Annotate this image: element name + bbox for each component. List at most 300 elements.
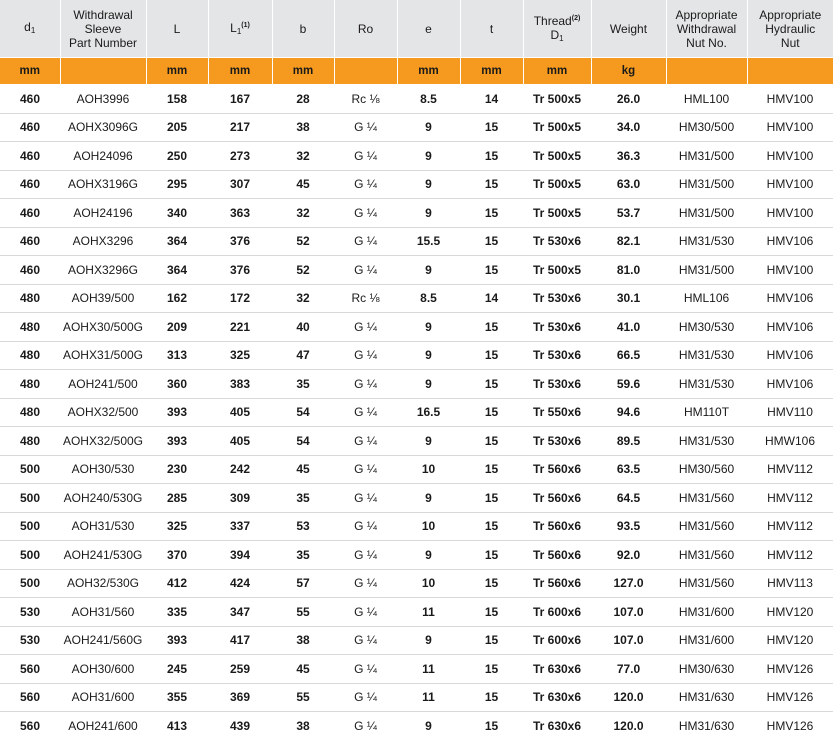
cell-b: 55 — [272, 683, 334, 712]
cell-part-number: AOH32/530G — [60, 569, 146, 598]
unit-cell: mm — [460, 58, 523, 85]
table-row — [0, 142, 833, 171]
cell-b: 32 — [272, 199, 334, 228]
cell-part-number: AOHX31/500G — [60, 341, 146, 370]
cell-hydraulic-nut: HMV100 — [747, 142, 833, 171]
cell-part-number: AOHX3096G — [60, 113, 146, 142]
cell-thread: Tr 530x6 — [523, 427, 591, 456]
table-row — [0, 227, 833, 256]
cell-ro: G ¼ — [334, 569, 397, 598]
cell-b: 57 — [272, 569, 334, 598]
cell-d1: 560 — [19, 718, 41, 733]
cell-b: 45 — [272, 455, 334, 484]
cell-e: 10 — [397, 512, 460, 541]
header-thread: Thread$^{(2)}$ $D_1$ — [523, 0, 591, 58]
cell-part-number: AOH240/530G — [60, 484, 146, 513]
cell-b: 47 — [272, 341, 334, 370]
cell-hydraulic-nut: HMV126 — [766, 718, 814, 733]
cell-t: 15 — [460, 313, 523, 342]
cell-t: 15 — [460, 655, 523, 684]
cell-ro: G ¼ — [334, 427, 397, 456]
cell-L1: 417 — [208, 626, 272, 655]
cell-d1: 500 — [0, 455, 60, 484]
cell-L1: 242 — [208, 455, 272, 484]
cell-e: 9 — [397, 256, 460, 285]
table-row — [0, 655, 833, 684]
cell-hydraulic-nut: HMV112 — [747, 455, 833, 484]
cell-e: 9 — [397, 170, 460, 199]
cell-e: 11 — [397, 683, 460, 712]
cell-d1: 480 — [0, 398, 60, 427]
cell-t: 15 — [460, 455, 523, 484]
header-L1: $L_1^{(1)}$ — [208, 0, 272, 58]
cell-e: 9 — [397, 313, 460, 342]
cell-d1: 460 — [0, 199, 60, 228]
header-weight: Weight — [591, 0, 666, 58]
cell-L1: 273 — [208, 142, 272, 171]
cell-L: 245 — [146, 655, 208, 684]
cell-ro: G ¼ — [334, 313, 397, 342]
cell-e: 9 — [397, 199, 460, 228]
cell-ro: G ¼ — [334, 256, 397, 285]
cell-part-number: AOH31/560 — [60, 598, 146, 627]
cell-hydraulic-nut: HMV112 — [747, 541, 833, 570]
cell-hydraulic-nut: HMV120 — [747, 626, 833, 655]
cell-hydraulic-nut: HMV100 — [747, 85, 833, 114]
cell-b: 54 — [272, 398, 334, 427]
cell-hydraulic-nut: HMV126 — [747, 683, 833, 712]
header-t: t — [460, 0, 523, 58]
cell-hydraulic-nut: HMV100 — [747, 199, 833, 228]
cell-hydraulic-nut: HMV100 — [747, 170, 833, 199]
cell-thread: Tr 500x5 — [523, 256, 591, 285]
cell-weight: 26.0 — [591, 85, 666, 114]
cell-d1: 560 — [0, 683, 60, 712]
cell-b: 28 — [272, 85, 334, 114]
cell-L: 364 — [146, 227, 208, 256]
cell-L1: 259 — [208, 655, 272, 684]
cell-thread: Tr 560x6 — [523, 512, 591, 541]
cell-L1: 369 — [208, 683, 272, 712]
cell-part-number: AOHX32/500 — [60, 398, 146, 427]
cell-weight: 66.5 — [591, 341, 666, 370]
cell-L: 205 — [146, 113, 208, 142]
header-ro: Ro — [334, 0, 397, 58]
cell-weight: 30.1 — [591, 284, 666, 313]
cell-e: 11 — [397, 655, 460, 684]
cell-d1: 460 — [0, 170, 60, 199]
cell-weight: 81.0 — [591, 256, 666, 285]
header-e: e — [397, 0, 460, 58]
cell-L: 355 — [146, 683, 208, 712]
cell-d1: 560 — [0, 655, 60, 684]
table-row — [0, 313, 833, 342]
cell-weight: 120.0 — [591, 683, 666, 712]
unit-cell: mm — [146, 58, 208, 85]
cell-part-number: AOH39/500 — [60, 284, 146, 313]
cell-withdrawal-nut: HM31/530 — [666, 341, 747, 370]
cell-thread: Tr 630x6 — [523, 655, 591, 684]
unit-cell — [334, 58, 397, 85]
cell-part-number: AOH30/530 — [60, 455, 146, 484]
unit-cell: mm — [523, 58, 591, 85]
cell-L1: 376 — [208, 256, 272, 285]
cell-hydraulic-nut: HMV126 — [747, 655, 833, 684]
cell-e: 10 — [397, 455, 460, 484]
cell-d1: 480 — [0, 284, 60, 313]
cell-L1: 394 — [208, 541, 272, 570]
cell-b: 53 — [272, 512, 334, 541]
cell-ro: G ¼ — [334, 142, 397, 171]
cell-ro: G ¼ — [334, 626, 397, 655]
cell-thread: Tr 560x6 — [523, 484, 591, 513]
header-row — [0, 0, 833, 58]
cell-e: 9 — [397, 370, 460, 399]
cell-d1: 480 — [0, 341, 60, 370]
cell-thread: Tr 530x6 — [523, 227, 591, 256]
cell-part-number: AOHX3196G — [60, 170, 146, 199]
cell-hydraulic-nut: HMV106 — [747, 313, 833, 342]
table-row — [0, 85, 833, 114]
cell-e: 9 — [397, 484, 460, 513]
cell-thread: Tr 500x5 — [523, 170, 591, 199]
table-row — [0, 598, 833, 627]
cell-hydraulic-nut: HMV112 — [747, 484, 833, 513]
cell-withdrawal-nut: HM31/500 — [666, 199, 747, 228]
cell-b: 32 — [272, 142, 334, 171]
cell-ro: G ¼ — [334, 484, 397, 513]
unit-cell: kg — [591, 58, 666, 85]
cell-ro: G ¼ — [334, 683, 397, 712]
unit-cell — [666, 58, 747, 85]
cell-hydraulic-nut: HMV100 — [747, 113, 833, 142]
cell-L1: 363 — [208, 199, 272, 228]
cell-part-number: AOH3996 — [60, 85, 146, 114]
cell-part-number: AOHX3296G — [60, 256, 146, 285]
header-hydraulic-nut: Appropriate Hydraulic Nut — [747, 0, 833, 58]
cell-weight: 82.1 — [591, 227, 666, 256]
cell-hydraulic-nut: HMV106 — [747, 284, 833, 313]
cell-withdrawal-nut: HM31/500 — [666, 256, 747, 285]
cell-L1: 221 — [208, 313, 272, 342]
cell-thread: Tr 560x6 — [523, 569, 591, 598]
cell-e: 16.5 — [397, 398, 460, 427]
cell-L1: 383 — [208, 370, 272, 399]
cell-d1: 460 — [0, 142, 60, 171]
cell-withdrawal-nut: HM31/560 — [666, 484, 747, 513]
cell-weight: 77.0 — [591, 655, 666, 684]
cell-L: 162 — [146, 284, 208, 313]
table-row — [0, 541, 833, 570]
cell-thread: Tr 560x6 — [523, 541, 591, 570]
cell-e: 9 — [397, 341, 460, 370]
cell-d1: 480 — [0, 313, 60, 342]
cell-withdrawal-nut: HM31/500 — [666, 142, 747, 171]
cell-L: 158 — [146, 85, 208, 114]
cell-L: 325 — [146, 512, 208, 541]
cell-weight: 120.0 — [613, 718, 644, 733]
cell-b: 38 — [272, 626, 334, 655]
cell-ro: G ¼ — [334, 398, 397, 427]
cell-withdrawal-nut: HM31/630 — [666, 683, 747, 712]
cell-L1: 309 — [208, 484, 272, 513]
table-row — [0, 712, 833, 740]
cell-d1: 500 — [0, 569, 60, 598]
unit-cell: mm — [208, 58, 272, 85]
cell-t: 15 — [460, 484, 523, 513]
cell-weight: 94.6 — [591, 398, 666, 427]
table-row — [0, 370, 833, 399]
cell-t: 15 — [460, 170, 523, 199]
cell-withdrawal-nut: HM31/560 — [666, 541, 747, 570]
cell-weight: 41.0 — [591, 313, 666, 342]
cell-weight: 53.7 — [591, 199, 666, 228]
table-row — [0, 398, 833, 427]
cell-part-number: AOH241/600 — [68, 718, 138, 733]
cell-t: 14 — [460, 284, 523, 313]
cell-ro: G ¼ — [334, 455, 397, 484]
cell-thread: Tr 500x5 — [523, 199, 591, 228]
cell-weight: 36.3 — [591, 142, 666, 171]
header-d1: $d_1$ — [0, 0, 60, 58]
cell-ro: G ¼ — [334, 341, 397, 370]
cell-d1: 460 — [0, 113, 60, 142]
cell-b: 35 — [272, 484, 334, 513]
cell-b: 35 — [272, 370, 334, 399]
cell-part-number: AOH241/560G — [60, 626, 146, 655]
cell-L1: 325 — [208, 341, 272, 370]
cell-t: 15 — [460, 398, 523, 427]
cell-e: 9 — [397, 113, 460, 142]
cell-L: 370 — [146, 541, 208, 570]
unit-cell: mm — [272, 58, 334, 85]
cell-e: 15.5 — [397, 227, 460, 256]
cell-weight: 107.0 — [591, 626, 666, 655]
cell-t: 15 — [460, 341, 523, 370]
cell-b: 52 — [272, 256, 334, 285]
cell-b: 52 — [272, 227, 334, 256]
cell-ro: G ¼ — [354, 718, 377, 733]
cell-thread: Tr 630x6 — [523, 683, 591, 712]
cell-L1: 424 — [208, 569, 272, 598]
cell-d1: 480 — [0, 427, 60, 456]
cell-L: 364 — [146, 256, 208, 285]
cell-thread: Tr 560x6 — [523, 455, 591, 484]
cell-thread: Tr 630x6 — [532, 718, 582, 733]
cell-hydraulic-nut: HMV106 — [747, 227, 833, 256]
cell-d1: 500 — [0, 512, 60, 541]
cell-d1: 480 — [0, 370, 60, 399]
cell-weight: 63.0 — [591, 170, 666, 199]
cell-weight: 127.0 — [591, 569, 666, 598]
header-b: b — [272, 0, 334, 58]
cell-thread: Tr 500x5 — [523, 113, 591, 142]
cell-b: 38 — [272, 113, 334, 142]
cell-hydraulic-nut: HMV106 — [747, 370, 833, 399]
cell-t: 15 — [460, 512, 523, 541]
cell-L: 340 — [146, 199, 208, 228]
cell-e: 8.5 — [397, 85, 460, 114]
cell-L: 413 — [166, 718, 188, 733]
cell-ro: G ¼ — [334, 655, 397, 684]
cell-b: 45 — [272, 655, 334, 684]
cell-L: 393 — [146, 626, 208, 655]
cell-L1: 217 — [208, 113, 272, 142]
cell-thread: Tr 530x6 — [523, 284, 591, 313]
cell-b: 35 — [272, 541, 334, 570]
cell-weight: 92.0 — [591, 541, 666, 570]
cell-ro: G ¼ — [334, 541, 397, 570]
cell-e: 9 — [397, 541, 460, 570]
cell-L: 313 — [146, 341, 208, 370]
unit-cell — [747, 58, 833, 85]
cell-e: 10 — [397, 569, 460, 598]
cell-b: 32 — [272, 284, 334, 313]
cell-part-number: AOHX30/500G — [60, 313, 146, 342]
cell-part-number: AOH24096 — [60, 142, 146, 171]
cell-thread: Tr 600x6 — [523, 626, 591, 655]
cell-withdrawal-nut: HM31/600 — [666, 598, 747, 627]
table-row — [0, 199, 833, 228]
cell-hydraulic-nut: HMW106 — [747, 427, 833, 456]
table-row — [0, 284, 833, 313]
table-row — [0, 512, 833, 541]
cell-part-number: AOH24196 — [60, 199, 146, 228]
cell-d1: 460 — [0, 85, 60, 114]
table-row — [0, 484, 833, 513]
cell-hydraulic-nut: HMV106 — [747, 341, 833, 370]
cell-e: 9 — [397, 427, 460, 456]
cell-t: 15 — [460, 199, 523, 228]
cell-withdrawal-nut: HM31/630 — [678, 718, 735, 733]
cell-part-number: AOH31/530 — [60, 512, 146, 541]
cell-thread: Tr 530x6 — [523, 313, 591, 342]
table-row — [0, 569, 833, 598]
cell-d1: 460 — [0, 227, 60, 256]
cell-ro: G ¼ — [334, 170, 397, 199]
table-row — [0, 626, 833, 655]
cell-withdrawal-nut: HM31/560 — [666, 512, 747, 541]
cell-L1: 172 — [208, 284, 272, 313]
header-withdrawal-nut: Appropriate Withdrawal Nut No. — [666, 0, 747, 58]
header-part-number: Withdrawal Sleeve Part Number — [60, 0, 146, 58]
cell-e: 9 — [397, 626, 460, 655]
cell-withdrawal-nut: HM31/530 — [666, 370, 747, 399]
cell-t: 14 — [460, 85, 523, 114]
cell-t: 15 — [460, 626, 523, 655]
cell-part-number: AOHX3296 — [60, 227, 146, 256]
cell-L: 250 — [146, 142, 208, 171]
cell-ro: G ¼ — [334, 227, 397, 256]
unit-cell: mm — [397, 58, 460, 85]
cell-L: 295 — [146, 170, 208, 199]
cell-t: 15 — [460, 370, 523, 399]
cell-hydraulic-nut: HMV100 — [747, 256, 833, 285]
cell-withdrawal-nut: HM30/630 — [666, 655, 747, 684]
cell-b: 40 — [272, 313, 334, 342]
cell-d1: 500 — [0, 541, 60, 570]
cell-t: 15 — [460, 541, 523, 570]
table-row — [0, 113, 833, 142]
cell-t: 15 — [460, 598, 523, 627]
cell-weight: 63.5 — [591, 455, 666, 484]
cell-withdrawal-nut: HM110T — [666, 398, 747, 427]
cell-L: 209 — [146, 313, 208, 342]
cell-t: 15 — [460, 142, 523, 171]
cell-b: 38 — [296, 718, 310, 733]
cell-thread: Tr 500x5 — [523, 142, 591, 171]
cell-L1: 439 — [229, 718, 251, 733]
cell-withdrawal-nut: HM31/600 — [666, 626, 747, 655]
cell-d1: 460 — [0, 256, 60, 285]
cell-ro: G ¼ — [334, 370, 397, 399]
cell-b: 55 — [272, 598, 334, 627]
cell-b: 45 — [272, 170, 334, 199]
cell-L1: 167 — [208, 85, 272, 114]
units-row — [0, 58, 833, 85]
table-row — [0, 683, 833, 712]
cell-part-number: AOH31/600 — [60, 683, 146, 712]
cell-weight: 89.5 — [591, 427, 666, 456]
cell-L1: 405 — [208, 427, 272, 456]
cell-ro: G ¼ — [334, 598, 397, 627]
table-row — [0, 455, 833, 484]
cell-weight: 34.0 — [591, 113, 666, 142]
cell-thread: Tr 600x6 — [523, 598, 591, 627]
table-row — [0, 427, 833, 456]
cell-hydraulic-nut: HMV112 — [747, 512, 833, 541]
cell-t: 15 — [460, 427, 523, 456]
cell-b: 54 — [272, 427, 334, 456]
cell-L: 412 — [146, 569, 208, 598]
cell-ro: Rc ⅛ — [334, 85, 397, 114]
cell-L: 360 — [146, 370, 208, 399]
cell-withdrawal-nut: HML100 — [666, 85, 747, 114]
cell-d1: 530 — [0, 626, 60, 655]
cell-withdrawal-nut: HM30/530 — [666, 313, 747, 342]
cell-e: 8.5 — [397, 284, 460, 313]
cell-t: 15 — [460, 113, 523, 142]
cell-ro: G ¼ — [334, 199, 397, 228]
cell-thread: Tr 500x5 — [523, 85, 591, 114]
cell-L1: 405 — [208, 398, 272, 427]
cell-withdrawal-nut: HM30/500 — [666, 113, 747, 142]
cell-thread: Tr 550x6 — [523, 398, 591, 427]
cell-L: 335 — [146, 598, 208, 627]
cell-withdrawal-nut: HM31/560 — [666, 569, 747, 598]
cell-L1: 376 — [208, 227, 272, 256]
cell-thread: Tr 530x6 — [523, 341, 591, 370]
table-row — [0, 170, 833, 199]
cell-part-number: AOH241/530G — [60, 541, 146, 570]
cell-t: 15 — [484, 718, 499, 733]
table-row — [0, 341, 833, 370]
cell-part-number: AOH30/600 — [60, 655, 146, 684]
cell-withdrawal-nut: HML106 — [666, 284, 747, 313]
cell-ro: Rc ⅛ — [334, 284, 397, 313]
header-L: L — [146, 0, 208, 58]
cell-withdrawal-nut: HM31/530 — [666, 227, 747, 256]
cell-e: 9 — [397, 142, 460, 171]
cell-L: 393 — [146, 398, 208, 427]
cell-d1: 500 — [0, 484, 60, 513]
cell-e: 9 — [425, 718, 432, 733]
cell-e: 11 — [397, 598, 460, 627]
unit-cell — [60, 58, 146, 85]
cell-weight: 107.0 — [591, 598, 666, 627]
cell-hydraulic-nut: HMV113 — [747, 569, 833, 598]
cell-t: 15 — [460, 569, 523, 598]
